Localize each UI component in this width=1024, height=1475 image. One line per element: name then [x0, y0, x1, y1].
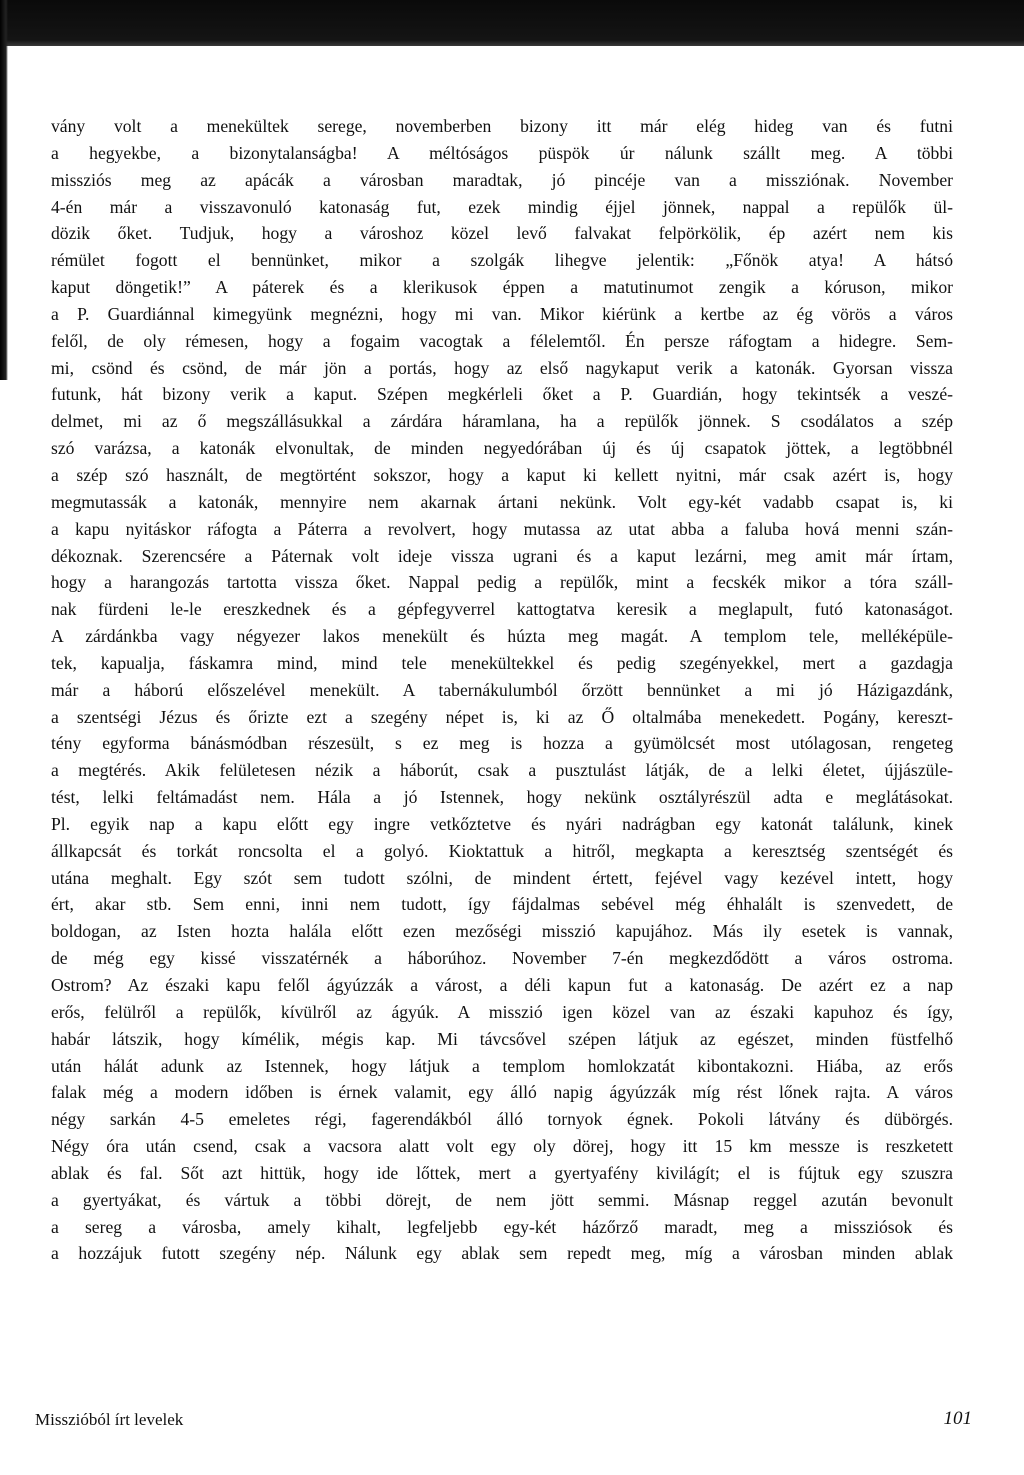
text-line: kaput döngetik!” A páterek és a klerikusok éppen a matutinumot zengik a kóruson, mikor — [51, 277, 953, 298]
text-line: már a háború előszelével menekült. A tabernákulumból őrzött bennünket a mi jó Házigazdánk, — [51, 679, 953, 700]
text-line: utána meghalt. Egy szót sem tudott szólni, de mindent értett, fejével vagy kezével intett, hogy — [51, 867, 953, 888]
text-line: erős, felülről a repülők, kívülről az ágyúk. A misszió igen közel van az északi kapuhoz és így, — [51, 1001, 953, 1022]
text-line: Négy óra után csend, csak a vacsora alatt volt egy oly dörej, hogy itt 15 km messze is reszketett — [51, 1136, 953, 1157]
text-line: ablak és fal. Sőt azt hittük, hogy ide lőttek, mert a gyertyafény kivilágít; el is fújtuk egy szuszra — [51, 1162, 953, 1183]
text-line: a sereg a városba, amely kihalt, legfeljebb egy-két házőrző maradt, meg a missziósok és — [51, 1216, 953, 1237]
text-line: futunk, hát bizony verik a kaput. Szépen megkérleli őket a P. Guardián, hogy tekintsék a veszé- — [51, 384, 953, 405]
text-line: nak fürdeni le-le ereszkednek és a gépfegyverrel kattogtatva keresik a meglapult, futó katonaságot. — [51, 599, 953, 620]
text-line: mi, csönd és csönd, de már jön a portás, hogy az első nagykaput verik a katonák. Gyorsan vissza — [51, 357, 953, 378]
text-line: a P. Guardiánnal kimegyünk megnézni, hogy mi van. Mikor kiérünk a kertbe az ég vörös a város — [51, 303, 953, 324]
text-line: Ostrom? Az északi kapu felől ágyúzzák a várost, a déli kapun fut a katonaság. De azért ez a nap — [51, 975, 953, 995]
text-line: tény egyforma bánásmódban részesült, s ez meg is hozza a gyümölcsét most utólagosan, rengeteg — [51, 733, 953, 754]
text-line: a szentségi Jézus és őrizte ezt a szegény népet is, ki az Ő oltalmába menekedett. Pogány, kereszt- — [51, 706, 953, 727]
page-number: 101 — [943, 1408, 972, 1429]
text-line: boldogan, az Isten hozta halála előtt ezen mezőségi misszió kapujához. Más ily esetek is vannak, — [51, 921, 953, 942]
text-line: a megtérés. Akik felületesen nézik a háborút, csak a pusztulást látják, de a lelki életet, újjászüle- — [51, 760, 953, 781]
text-line: missziós meg az apácák a városban maradtak, jó pincéje van a missziónak. November — [51, 169, 953, 190]
text-line: 4-én már a visszavonuló katonaság fut, ezek mindig éjjel jönnek, nappal a repülők ül- — [51, 196, 953, 217]
text-line: falak még a modern időben is érnek valamit, egy álló napig ágyúzzák míg rést lőnek rajta. A város — [51, 1082, 953, 1103]
running-footer-title: Misszióból írt levelek — [35, 1410, 184, 1429]
text-line: Pl. egyik nap a kapu előtt egy ingre vetkőztetve és nyári nadrágban egy katonát találunk, kinek — [51, 813, 953, 834]
text-line: a hegyekbe, a bizonytalanságba! A méltóságos püspök úr nálunk szállt meg. A többi — [51, 142, 953, 163]
text-line: tést, lelki feltámadást nem. Hála a jó Istennek, hogy nekünk osztályrészül adta e meglátásokat. — [51, 787, 953, 808]
text-line: dözik őket. Tudjuk, hogy a városhoz közel levő falvakat felpörkölik, ép azért nem kis — [51, 223, 953, 244]
scan-left-shadow — [0, 0, 8, 380]
text-line: rémület fogott el bennünket, mikor a szolgák lihegve jelentik: „Főnök atya! A hátsó — [51, 250, 953, 271]
text-line: A zárdánkba vagy négyezer lakos menekült és húzta meg magát. A templom tele, melléképüle- — [51, 626, 953, 647]
text-line: szó varázsa, a katonák elvonultak, de minden negyedórában új és új csapatok jöttek, a legtöbbnél — [51, 438, 953, 459]
text-line: a gyertyákat, és vártuk a többi dörejt, de nem jött semmi. Másnap reggel azután bevonult — [51, 1189, 953, 1210]
text-line: de még egy kissé visszatérnék a háborúhoz. November 7-én megkezdődött a város ostroma. — [51, 948, 953, 969]
text-line: állkapcsát és torkát roncsolta el a golyó. Kioktattuk a hitről, megkapta a keresztség szentségét és — [51, 840, 953, 861]
text-line: négy sarkán 4-5 emeletes régi, fagerendákból álló tornyok égnek. Pokoli látvány és dübörgés. — [51, 1109, 953, 1130]
scan-dark-border — [0, 0, 1024, 46]
text-line: a szép szó használt, de megtörtént sokszor, hogy a kaput ki kellett nyitni, már csak azért is, hogy — [51, 464, 953, 485]
text-line: vány volt a menekültek serege, novemberben bizony itt már elég hideg van és futni — [51, 116, 953, 136]
text-line: ért, akar stb. Sem enni, inni nem tudott, így fájdalmas sebével még éhhalált is szenvedett, de — [51, 894, 953, 915]
text-line: dékoznak. Szerencsére a Páternak volt ideje vissza ugrani és a kaput lezárni, meg amit már írtam, — [51, 545, 953, 566]
text-line: delmet, mi az ő megszállásukkal a zárdára háramlana, ha a repülők jönnek. S csodálatos a szép — [51, 411, 953, 432]
text-line: tek, kapualja, fáskamra mind, mind tele menekültekkel és pedig szegényekkel, mert a gazdagja — [51, 652, 953, 673]
text-line: megmutassák a katonák, mennyire nem akarnak ártani nekünk. Volt egy-két vadabb csapat is, ki — [51, 491, 953, 512]
text-line: hogy a harangozás tartotta vissza őket. Nappal pedig a repülők, mint a fecskék mikor a tóra száll- — [51, 572, 953, 593]
text-line: habár látszik, hogy kímélik, mégis kap. Mi távcsővel szépen látjuk az egészet, minden füstfelhő — [51, 1028, 953, 1049]
text-line: felől, de oly rémesen, hogy a fogaim vacogtak a félelemtől. Én persze ráfogtam a hidegre. Sem- — [51, 330, 953, 351]
body-text — [51, 113, 953, 1267]
text-line: a hozzájuk futott szegény nép. Nálunk egy ablak sem repedt meg, míg a városban minden ablak — [51, 1243, 953, 1264]
text-line: után hálát adunk az Istennek, hogy látjuk a templom homlokzatát kibontakozni. Hiába, az erős — [51, 1055, 953, 1076]
text-line: a kapu nyitáskor ráfogta a Páterra a revolvert, hogy mutassa az utat abba a faluba hová menni szán- — [51, 518, 953, 539]
